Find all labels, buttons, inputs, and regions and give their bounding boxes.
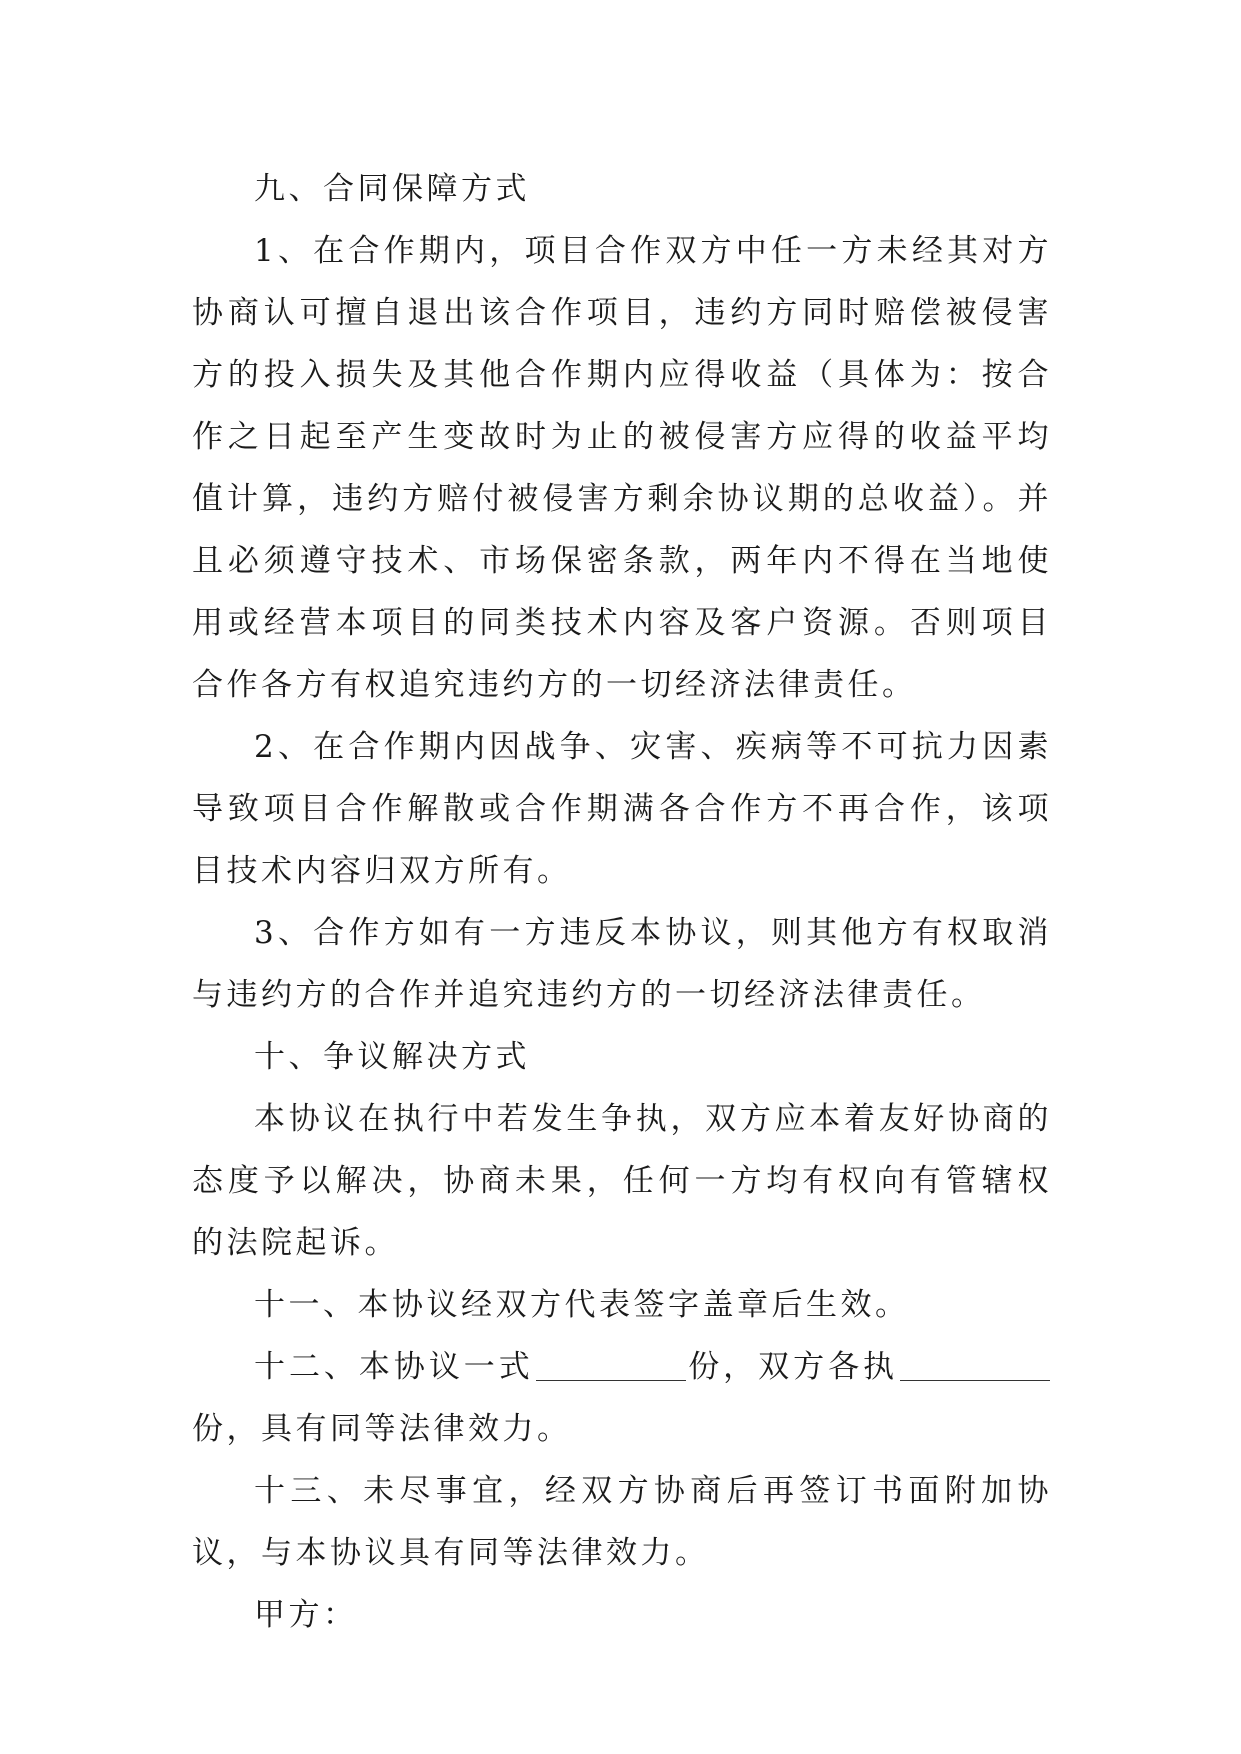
- section-heading-9: 九、合同保障方式: [254, 171, 530, 207]
- clause-11: 十一、本协议经双方代表签字盖章后生效。: [254, 1287, 910, 1323]
- clause-9-3: 3、合作方如有一方违反本协议，则其他方有权取消与违约方的合作并追究违约方的一切经济法律责任。: [192, 915, 1052, 1013]
- copies-blank-each: [900, 1346, 1050, 1381]
- clause-10: 本协议在执行中若发生争执，双方应本着友好协商的态度予以解决，协商未果，任何一方均有权向有管辖权的法院起诉。: [192, 1101, 1052, 1261]
- clause-9-1: 1、在合作期内，项目合作双方中任一方未经其对方协商认可擅自退出该合作项目，违约方同时赔偿被侵害方的投入损失及其他合作期内应得收益（具体为：按合作之日起至产生变故时为止的被侵害方应得的收益平均值计算，违约方赔付被侵害方剩余协议期的总收益）。并且必须遵守技术、市场保密条款，两年内不得在当地使用或经营本项目的同类技术内容及客户资源。否则项目合作各方有权追究违约方的一切经济法律责任。: [192, 233, 1052, 703]
- clause-12-text-2: 份，双方各执: [687, 1349, 899, 1385]
- clause-13: 十三、未尽事宜，经双方协商后再签订书面附加协议，与本协议具有同等法律效力。: [192, 1473, 1052, 1571]
- clause-12-text-1: 十二、本协议一式: [254, 1349, 534, 1385]
- party-a-label: 甲方：: [254, 1597, 358, 1633]
- clause-12: [192, 1336, 1052, 1460]
- section-heading-10: 十、争议解决方式: [254, 1039, 530, 1075]
- copies-blank-total: [536, 1346, 686, 1381]
- clause-9-2: 2、在合作期内因战争、灾害、疾病等不可抗力因素导致项目合作解散或合作期满各合作方不再合作，该项目技术内容归双方所有。: [192, 729, 1052, 889]
- document-body: [192, 158, 1052, 1646]
- clause-12-text-3: 份，具有同等法律效力。: [192, 1411, 572, 1447]
